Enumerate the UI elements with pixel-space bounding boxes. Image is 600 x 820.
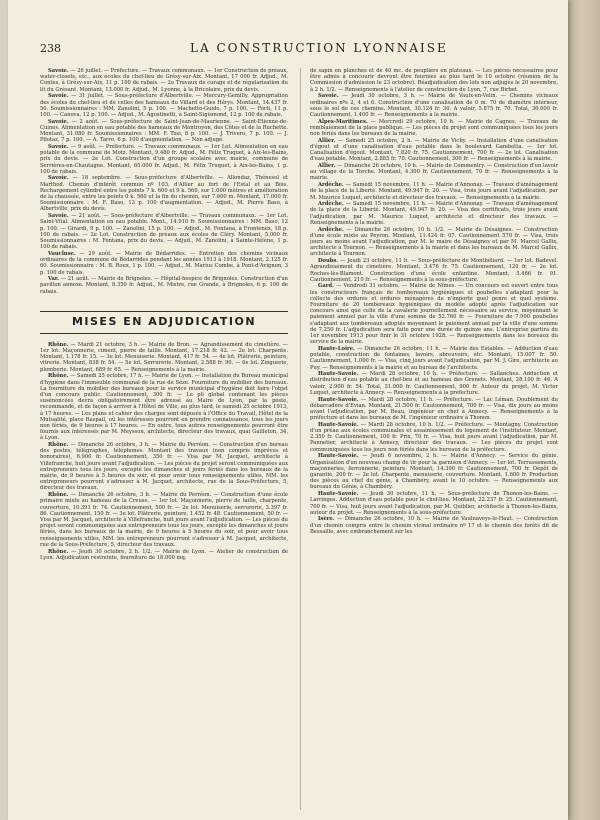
notice-text: — Dimanche 26 octobre, 3 h. — Mairie du Perréon. — Construction d'un bureau des postes, télégraphes, téléphones. Montant des travaux (non compris imprévus et honoraires), 6.900 fr. Cautionnement, 350 fr. — Visa par M. Jacquet, architecte à Villefranche, huit jours avant l'adjudication. — Les pièces du projet seront communiquées aux entrepreneurs tous les jours, excepté les dimanches et jours fériés dans les bureaux de la mairie, de 9 heures à 5 heures du soir, et pour avoir tous renseignements utiles, MM. les entrepreneurs pourront s'adresser à M. Jacquet, architecte, rue de la Sous-Préfecture, 5, directeur des travaux. xyxy=(40,442,288,492)
notice-entry xyxy=(40,276,288,295)
notice-entry xyxy=(310,516,558,535)
notice-text: — Samedi 15 novembre, 11 h. — Mairie d'Annonay. — Travaux d'aménagement de la place de la Liberté. Montant, 49.947 fr. 20. — Visa des certificats, trois jours avant l'adjudication, par M. Maurice Luquet, architecte et directeur des travaux. — Renseignements à la mairie. xyxy=(310,201,558,226)
notice-text: — 21 août. — Mairie de Brignoles. — Hôpital-hospice de Brignoles. Construction d'un pavillon annexe. Montant, 8.350 fr. Adjud., M. Mistre, rue Grande, à Brignoles, 6 p. 100 de rabais. xyxy=(40,276,288,295)
notice-text: — 9 août. — Préfecture. — Travaux communaux. — 1er Lot. Alimentation en eau potable de la commune de Motz. Montant, 9.480 fr. Adjud., M. Félix Truquet, à Aix-les-Bains, prix du devis. — 2e Lot. Construction d'un groupe scolaire avec mairie, commune de Serrières-en-Chautagne. Montant, 65.000 fr. Adjud., M. Félix Truquet, à Aix-les-Bains, 1 p. 100 de rabais. xyxy=(40,143,288,175)
notice-text: — Mardi 21 octobre, 3 h. — Mairie de Bron. — Agrandissement du cimetière. — 1er lot. Maçonnerie, ciment, pierre de taille. Montant, 17.218 fr. 42. — 2e lot. Charpente. Montant, 1.178 fr. 15. — 3e lot. Menuiserie. Montant, 417 fr. 54. — 4e lot. Plâtrerie, peinture, vitrerie. Montant, 838 fr. 54. — 5e lot. Serrurerie. Montant, 2.588 fr. 90. — 6e lot. Zinguerie, plomberie. Montant, 689 fr. 65. — Renseignements à la mairie. xyxy=(40,341,288,373)
notice-entry xyxy=(310,68,558,93)
notice-text: — Samedi 25 octobre, 2 h. — Mairie de Vichy. — Installation d'une canalisation d'égout et d'une canalisation d'eau potable dans le boulevard Gambetta. — 1er lot. Canalisation d'égout. Montant, 7.820 fr. 75. Cautionnement, 700 fr. — 2e lot. Canalisation d'eau potable. Montant, 2.885 fr. 70. Cautionnement, 300 fr. — Renseignements à la mairie. xyxy=(310,137,558,163)
notice-region: Savoie. xyxy=(48,175,69,182)
notice-text: — 29 août. — Mairie de Bédarrides. — Entretien des chemins vicinaux ordinaires de la commune de Bédarrides pendant les années 1913 à 1918. Montant, 2.125 fr. 60. Soumissionnaire : M. B. Roux, 1 p. 100. — Adjud., M. Marius Combe, à Pont-d'Avignon, 3 p. 100 de rabais. xyxy=(40,250,288,276)
notice-entry xyxy=(310,163,558,182)
notice-entry xyxy=(310,283,558,345)
notice-entry xyxy=(40,373,288,441)
notice-text: — 26 juillet. — Préfecture. — Travaux communaux. — 1er Construction de préaux, water-closets, etc., aux écoles du chef-lieu de Grésy-sur-Aix. Montant, 17 000 fr. Adjud., M. Contes, à Grésy-sur-Aix, 11 p. 100 de rabais. — 2e Travaux de curage et de régularisation du lit du Grésant. Montant, 13.000 fr. Adjud., M. Lyonne, à la Bricolaire, prix du devis. xyxy=(40,68,288,93)
notice-text: — 18 septembre. — Sous-préfecture d'Albertville. — Allondaz, Thénesol et Marthod. Chemin d'intérêt commun nº 103, d'Allier au fort de l'Estal et au Bois. Rechargement cylindré entre les points 7 k. 600 et 9 k. 560, sur 1.000 mètres et amélioration de la chaussée, entre les points 0 k. 560 et la fin du chemin, sur 7.600 m. Montant, 17.000 fr. Soumissionnaire : M. F. Baso, 13 p. 100 d'augmentation. — Adjud., M. Pierre Baso, à Albertville, prix du devis. xyxy=(40,175,288,213)
notice-text: — Dimanche 26 octobre, 10 h. 1/2. — Mairie de Désaignes. — Construction d'une école mixte au Peyron. Montant, 11.424 fr. 07. Cautionnement 570 fr. — Visa, trois jours au moins avant l'adjudication, par M. le maire de Désaignes et par M. Marcel Gallix, architecte à Tournon. — Renseignements à la mairie et dans les bureaux de M. Marcel Gallix, architecte à Tournon. xyxy=(310,226,558,258)
notice-region: Ardèche. xyxy=(318,182,344,189)
notice-text: — Vendredi 31 octobre. — Mairie de Nîmes. — Un concours est ouvert entre tous les constructeurs français de tombereaux hygiéniques et poubelles s'adaptant pour la collecte des ordures et ordures ménagères de n'importe quel genre et quel système. Fourniture de 20 tombereaux hygiéniques du modèle adopté après l'adjudication sur concours ainsi que celle de la cavalerie journellement nécessaire au service, moyennant le paiement annuel par la ville d'une somme de 52.760 fr. — Fourniture de 7.900 poubelles s'adaptant aux tombereaux adoptés moyennant le paiement annuel par la ville d'une somme de 7.250 fr. L'adjudication sera faite pour une durée de quinze ans. L'entreprise partira du 1er novembre 1913 pour finir le 31 octobre 1928. — Renseignements dans les bureaux du service de la mairie. xyxy=(310,283,558,346)
notice-text: — Mardi 28 octobre, 11 h. — Préfecture. — Lac Léman. Doublement du débarcadère d'Evian. Montant, 21.500 fr. Cautionnement, 700 fr. — Visa, dix jours au moins avant l'adjudication, par M. Beau, ingénieur en chef à Annecy. — Renseignements à la préfecture et dans les bureaux de M. l'ingénieur ordinaire à Thonon. xyxy=(310,396,558,422)
notice-text: — Dimanche 26 octobre, 3 h. — Mairie du Perréon. — Construction d'une école primaire mixte au hameau de la Creuse. — 1er lot. Maçonnerie, pierre de taille, charpente, couverture, 10.391 fr. 74. Cautionnement, 500 fr. — 2e lot. Menuiserie, serrurerie, 3.397 fr. 86. Cautionnement, 150 fr. — 3e lot. Plâtrerie, peinture, 1.452 fr. 48. Cautionnement, 50 fr. — Visa par M. Jacquet, architecte à Villefranche, huit jours avant l'adjudication. — Les pièces du projet seront communiquées aux entrepreneurs tous les jours, excepté les dimanches et jours fériés, dans les bureaux de la mairie, de 9 heures à 5 heures du soir, et pour avoir tous renseignements utiles, MM. les entrepreneurs pourront s'adresser à M. Jacquet, architecte, rue de la Sous-Préfecture, 5, directeur des travaux. xyxy=(40,492,288,548)
notice-text: — Jeudi 30 octobre, 2 h. 1/2. — Mairie de Lyon. — Atelier de construction de Lyon. Adjudication restreinte, fourniture de 18.000 mq. xyxy=(40,548,288,561)
notice-text: — Dimanche 26 octobre, 10 h. — Mairie de Commentry. — Construction d'un lavoir au village de la Torche. Montant, 4.300 fr. Cautionnement, 70 fr. — Renseignements à la mairie. xyxy=(310,163,558,182)
notice-region: Savoie. xyxy=(48,93,69,100)
notice-text: — 21 août. — Sous-préfecture d'Albertville. — Travaux communaux. — 1er Lot. Saint-Vital. Alimentation en eau potable. Mont., 14.910 fr. Soumissionnaires : MM. Baso, 12 p. 100. — Girardi, 9 p. 100. — Zanolini, 15 p. 100. — Adjud., M. Fontana, à Frontenex, 18 p. 100 de rabais. — 2e Lot. Construction de préaux aux écoles de Cléry. Montant, 5.000 fr. Soumissionnaires : M. Fontana, prix du devis. — Adjud., M. Zanolini, à Sainte-Hélène, 1 p. 100 de rabais. xyxy=(40,213,288,251)
notice-region: Savoie. xyxy=(48,213,69,220)
notice-region: Savoie. xyxy=(318,93,339,100)
notice-entry xyxy=(40,119,288,144)
notice-text: — Dimanche 26 octobre, 11 h. — Mairie des Estables. — Adduction d'eau potable, construction de fontaines, lavoirs, abreuvoirs, etc. Montant, 15.007 fr. 50. Cautionnement, 1.000 fr. — Visa, cinq jours avant l'adjudication, par M. J. Gire, architecte au Puy. — Renseignements à la mairie et au bureau de l'architecte. xyxy=(310,345,558,371)
notice-entry xyxy=(310,422,558,453)
notice-text: — Mardi 28 octobre, 10 h. — Préfecture. — Sallanches. Adduction et distribution d'eau potable au chef-lieu et au hameau des Grenets. Montant, 28.100 fr. 46. A valoir, 2.900 fr. 54. Total, 31.000 fr. Cautionnement, 900 fr. Auteur du projet, M. Victor Luquet, architecte à Annecy. — Renseignements à la préfecture. xyxy=(310,371,558,396)
notice-entry xyxy=(40,251,288,276)
notice-text: — Jeudi 6 novembre, 2 h. — Mairie d'Annecy. — Service du génie. Organisation d'un nouveau champ de tir pour la garnison d'Annecy. — 1er lot. Terrassements, maçonneries, ferronnerie, peinture. Montant, 14.300 fr. Cautionnement, 700 fr. Dépôt de garantie, 200 fr. — 2e lot. Charpente, menuiserie, couverture. Montant, 1.600 fr. Production des pièces au chef du génie, à Chambéry, avant le 10 octobre. — Renseignements aux bureaux du Génie, à Chambéry. xyxy=(310,453,558,491)
notice-entry xyxy=(310,119,558,138)
notice-region: Haute-Savoie. xyxy=(318,453,359,460)
notice-text: — Samedi 25 octobre, 17 h. — Mairie de Lyon. — Installation du Bureau municipal d'hygiène dans l'immeuble communal de la rue de Sèze. Fourniture du mobilier des bureaux. La fourniture du mobilier des bureaux pour le service municipal d'hygiène doit faire l'objet d'un concours public. Cautionnement, 300 fr. — Le pli global contenant les pièces susénoncées devra obligatoirement être adressé au Maire de Lyon, par la poste, recommandé, et de façon à arriver à l'Hôtel de Ville, au plus tard, le samedi 25 octobre 1913, à 17 heures. — Les plans et cahier des charges sont déposés à l'Office du Travail, Hôtel de la Mutualité, place Raspail, où les intéressés pourront en prendre connaissance, tous les jours non fériés, de 9 heures à 17 heures. — En outre, tous autres renseignements pourront être fournis aux intéressés par M. Meysson, architecte, directeur des travaux, quai Gailleton, 34, à Lyon. xyxy=(40,373,288,442)
notice-entry xyxy=(40,213,288,250)
notice-region: Savoie. xyxy=(48,143,69,150)
notice-entry xyxy=(310,182,558,201)
notice-region: Var. xyxy=(48,276,59,283)
notice-region: Haute-Savoie. xyxy=(318,421,359,428)
notice-region: Isère. xyxy=(318,516,335,523)
notice-region: Haute-Savoie. xyxy=(318,371,359,378)
notice-region: Rhône. xyxy=(48,341,69,348)
notice-region: Haute-Loire. xyxy=(318,345,355,352)
right-column xyxy=(310,68,558,813)
notice-entry xyxy=(40,93,288,118)
notice-region: Rhône. xyxy=(48,548,69,555)
notice-entry xyxy=(40,175,288,212)
notice-region: Haute-Savoie. xyxy=(318,491,359,498)
page-header xyxy=(40,42,560,60)
notice-entry xyxy=(40,144,288,175)
book-spine xyxy=(568,0,600,820)
notice-region: Allier. xyxy=(318,163,336,170)
notice-text: de sapin en planches et de 40 mc. de peupliers en plateaux. — Les pièces nécessaires pour être admis à concourir devront être fournies au plus tard le 10 octobre (réunion de la Commission d'admission le 23 octobre). Réadjudication des lots non adjugés le 20 novembre, à 2 h. 1/2. — Renseignements à l'atelier de construction de Lyon, 7, rue Birbet. xyxy=(310,68,558,93)
page-number: 238 xyxy=(40,42,61,55)
notice-entry xyxy=(40,68,288,93)
notice-entry xyxy=(310,397,558,422)
notice-entry xyxy=(310,453,558,490)
notice-region: Ardèche. xyxy=(318,226,344,233)
notice-text: — 2 août. — Sous-préfecture de Saint-Jean-de-Maurienne. — Saint-Etienne-de-Cuines. Alimentation en eau potable des hameaux de Montroyon, des Côtes et de la Rochette. Montant, 31.080 fr. Soumissionnaires : MM. F. Tosi, 8 p. 100. — J. Trivero, 7 p. 100. — J. Pilotaz, 7 p. 100. — A. Tarro, 6 p. 100 d'augmentation. — Non adjugé. xyxy=(40,118,288,144)
notice-text: — Mercredi 29 octobre, 10 h. — Mairie de Cagnes. — Travaux de remblaiement de la place publique. — Les pièces du projet sont communiquées tous les jours non fériés dans les bureaux de la mairie. xyxy=(310,118,558,138)
notice-entry xyxy=(310,371,558,396)
notice-region: Vaucluse. xyxy=(48,250,76,257)
notice-region: Rhône. xyxy=(48,492,69,499)
notice-entry xyxy=(310,201,558,226)
notice-entry xyxy=(310,491,558,516)
notice-entry xyxy=(310,93,558,118)
notice-entry xyxy=(40,549,288,561)
notice-text: — 31 juillet. — Sous-préfecture d'Albertville. — Mercury-Gemilly. Appropriation des écoles du chef-lieu et de celles des hameaux du Villard et des Hérys. Montant, 14.437 fr. 50. Soumissionnaires : MM. Zanolini, 5 p. 100. — Machetto-Guido, 7 p. 100. — Forti, 11 p. 100. — Canova, 12 p. 100. — Adjud., M. Agostinetti, à Saint-Sigismond, 12 p. 100 de rabais. xyxy=(40,93,288,118)
notice-text: — Samedi 15 novembre, 11 h. — Mairie d'Annonay. — Travaux d'aménagement de la place de la Liberté. Montant, 49.947 fr. 20. — Visa, trois jours avant l'adjudication, par M. Maurice Luquet, architecte et directeur des travaux. — Renseignements à la mairie. xyxy=(310,182,558,201)
notice-text: — Mardi 28 octobre, 10 h. 1/2. — Préfecture. — Montagny. Construction d'un préau aux écoles communales et assainissement du logement de l'instituteur. Montant, 2.350 fr. Cautionnement, 100 fr. Prix, 70 fr. — Visa, huit jours avant l'adjudication, par M. Pannetier, architecte à Annecy, directeur des travaux. — Les pièces du projet sont communiquées tous les jours non fériés dans les bureaux de la préfecture. xyxy=(310,421,558,453)
section-heading: MISES EN ADJUDICATION xyxy=(40,311,288,334)
notice-entry xyxy=(310,138,558,163)
notice-text: — Jeudi 30 octobre, 3 h. — Mairie de Vaulx-en-Velin. — Chemins vicinaux ordinaires nºs 2, 4 et 6. Construction d'une canalisation de 0 m. 70 de diamètre intérieur, sous le sol de ces chemins. Montant, 30.124 fr. 30. A valoir, 5.875 fr. 70. Total, 36.000 fr. Cautionnement, 1.400 fr. — Renseignements à la mairie. xyxy=(310,93,558,118)
notice-entry xyxy=(310,227,558,258)
notice-region: Gard. xyxy=(318,283,334,290)
left-column xyxy=(40,68,288,810)
notice-region: Haute-Savoie. xyxy=(318,396,359,403)
notice-region: Savoie. xyxy=(48,118,69,125)
notice-region: Rhône. xyxy=(48,442,69,449)
notice-entry xyxy=(40,492,288,548)
notice-text: — Jeudi 23 octobre, 11 h. — Sous-préfecture de Montbéliard. — 1er lot. Badevel. Agrandissement du cimetière. Montant, 3.476 fr. 75. Cautionnement, 120 fr. — 2e lot. Roches-lès-Blamont. Construction d'une école enfantine. Montant, 5.466 fr. 91. Cautionnement, 210 fr. — Renseignements à la sous-préfecture. xyxy=(310,258,558,283)
notice-text: — Jeudi 30 octobre, 11 h. — Sous-préfecture de Thonon-les-Bains. — Larringes. Adduction d'eau potable pour le chef-lieu. Montant, 22.237 fr. 25. Cautionnement, 700 fr. — Visa, huit jours avant l'adjudication, par M. Quiblier, architecte à Thonon-les-Bains, auteur du projet. — Renseignements à la sous-préfecture. xyxy=(310,491,558,516)
document-page xyxy=(8,0,568,820)
notice-region: Savoie. xyxy=(48,68,69,74)
notice-region: Rhône. xyxy=(48,373,69,380)
notice-entry xyxy=(40,342,288,373)
notice-text: — Dimanche 26 octobre, 10 h. — Mairie de Vaulnaveys-le-Haut. — Construction d'un chemin compris entre le chemin vicinal ordinaire nº 17 et le chemin des forêts dit de Bessaille, avec embranchement sur les xyxy=(310,516,558,535)
notice-region: Doubs. xyxy=(318,258,339,265)
notice-region: Alpes-Maritimes. xyxy=(318,118,368,125)
notice-region: Allier. xyxy=(318,137,336,144)
column-divider xyxy=(300,68,301,810)
notice-region: Ardèche. xyxy=(318,201,344,208)
notice-entry xyxy=(310,346,558,371)
notice-entry xyxy=(40,442,288,492)
journal-title: LA CONSTRUCTION LYONNAISE xyxy=(190,41,448,55)
notice-entry xyxy=(310,258,558,283)
